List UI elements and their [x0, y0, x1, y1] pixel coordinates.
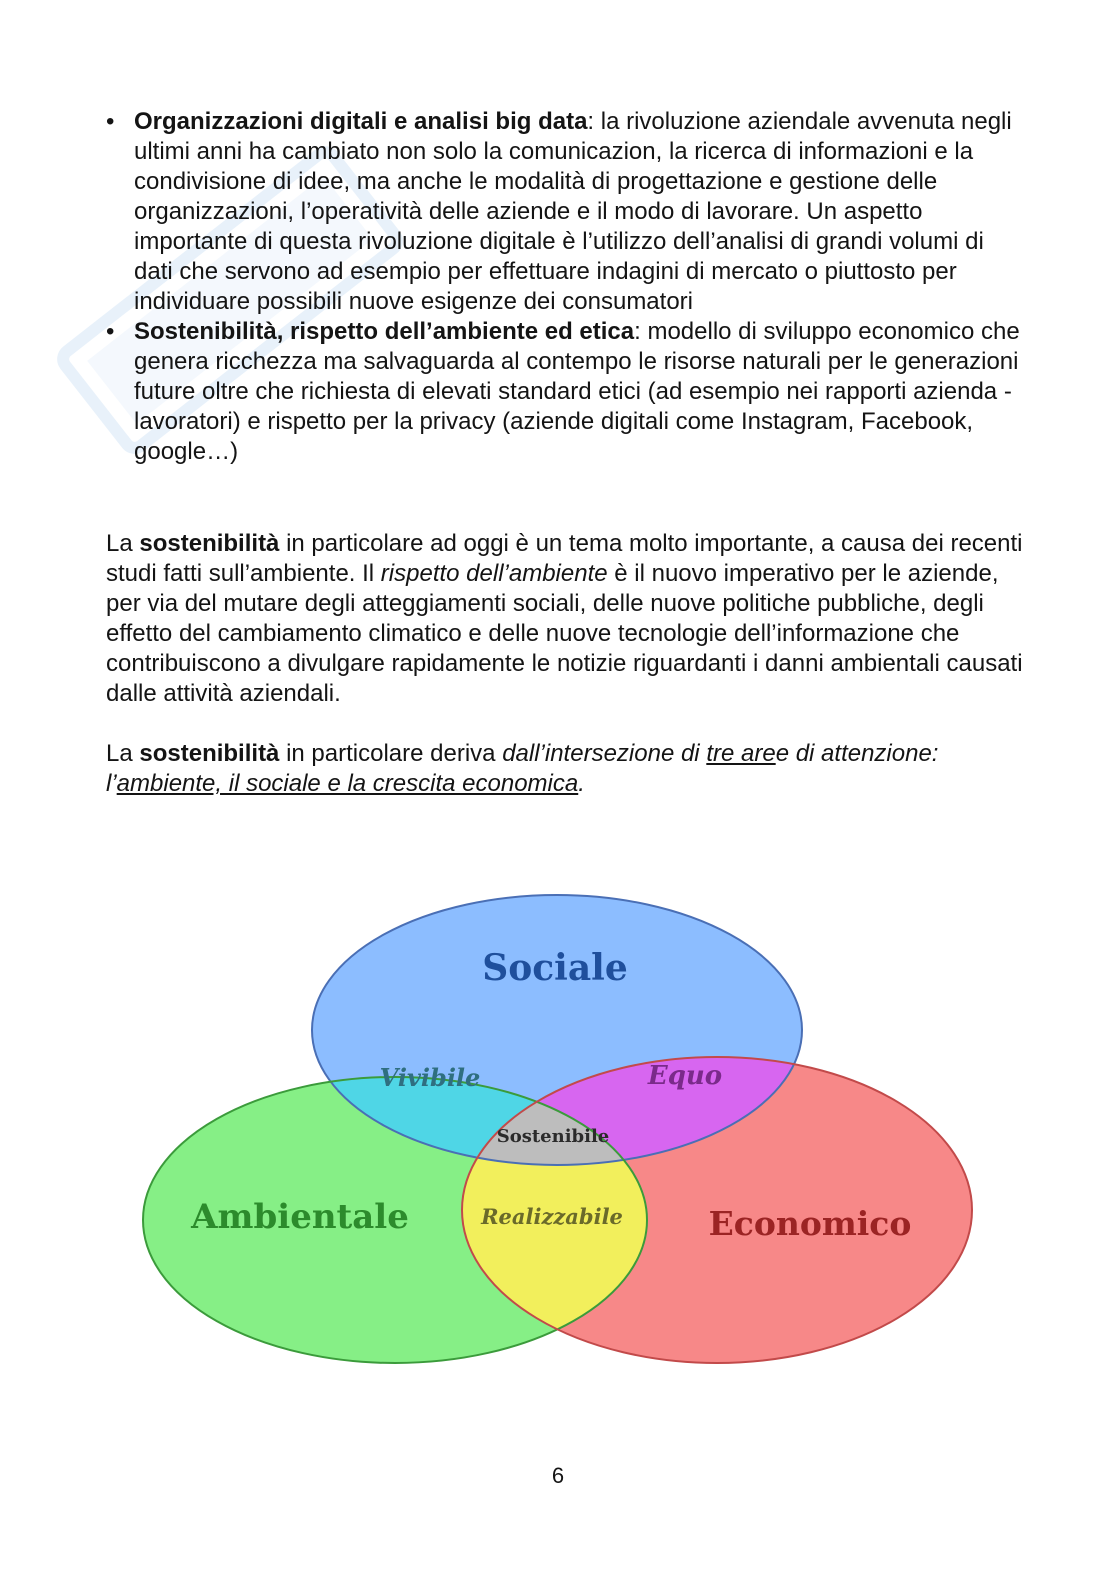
italic-run: rispetto dell’ambiente [380, 560, 608, 587]
bullet-text: : modello di sviluppo economico che genera ricchezza ma salvaguarda al contempo le risorse naturali per le generazioni future oltre che richiesta di elevati standard etici (ad esempio nei rapporti azienda - lavoratori) e rispetto per la privacy (aziende digitali come Instagram, Facebook, google…) [134, 318, 1020, 465]
bold-run: sostenibilità [139, 740, 280, 767]
paragraph-intersezione [106, 739, 1026, 799]
italic-run: . [578, 770, 585, 797]
text-run: è il nuovo imperativo per le aziende, per via del mutare degli atteggiamenti sociali, delle nuove politiche pubbliche, degli effetto del cambiamento climatico e delle nuove tecnologie dell’informazione che contribuiscono a divulgare rapidamente le notizie riguardanti i danni ambientali causati dalle attività aziendali. [106, 560, 1023, 707]
bullet-list [106, 107, 1026, 467]
bullet-item [106, 107, 1026, 317]
underlined-run: tre are [706, 740, 776, 767]
label-equo: Equo [647, 1061, 723, 1091]
label-economico: Economico [708, 1204, 912, 1243]
bullet-term: Organizzazioni digitali e analisi big data [134, 108, 588, 135]
paragraph-sostenibilita [106, 529, 1026, 709]
bold-run: sostenibilità [139, 530, 280, 557]
venn-diagram [130, 850, 990, 1380]
bullet-term: Sostenibilità, rispetto dell’ambiente ed etica [134, 318, 635, 345]
italic-run: e di attenzione: l’ [106, 740, 939, 797]
label-realizzabile: Realizzabile [481, 1204, 623, 1229]
italic-run: dall’intersezione di [502, 740, 707, 767]
label-vivibile: Vivibile [379, 1063, 481, 1092]
text-run: in particolare deriva [279, 740, 503, 767]
label-ambientale: Ambientale [191, 1197, 409, 1237]
label-sostenibile: Sostenibile [496, 1126, 610, 1147]
label-sociale: Sociale [482, 947, 628, 989]
page-number: 6 [551, 1463, 565, 1488]
text-run: in particolare ad oggi è un tema molto importante, a causa dei recenti studi fatti sull’ambiente. Il [106, 530, 1023, 587]
text-run: La [106, 530, 140, 557]
text-run: La [106, 740, 140, 767]
underlined-run: ambiente, il sociale e la crescita economica [116, 770, 579, 797]
bullet-item [106, 317, 1026, 467]
bullet-text: : la rivoluzione aziendale avvenuta negli ultimi anni ha cambiato non solo la comunicazion, la ricerca di informazioni e la condivisione di idee, ma anche le modalità di progettazione e gestione delle organizzazioni, l’operatività delle aziende e il modo di lavorare. Un aspetto importante di questa rivoluzione digitale è l’utilizzo dell’analisi di grandi volumi di dati che servono ad esempio per effettuare indagini di mercato o piuttosto per individuare possibili nuove esigenze dei consumatori [134, 108, 1012, 315]
